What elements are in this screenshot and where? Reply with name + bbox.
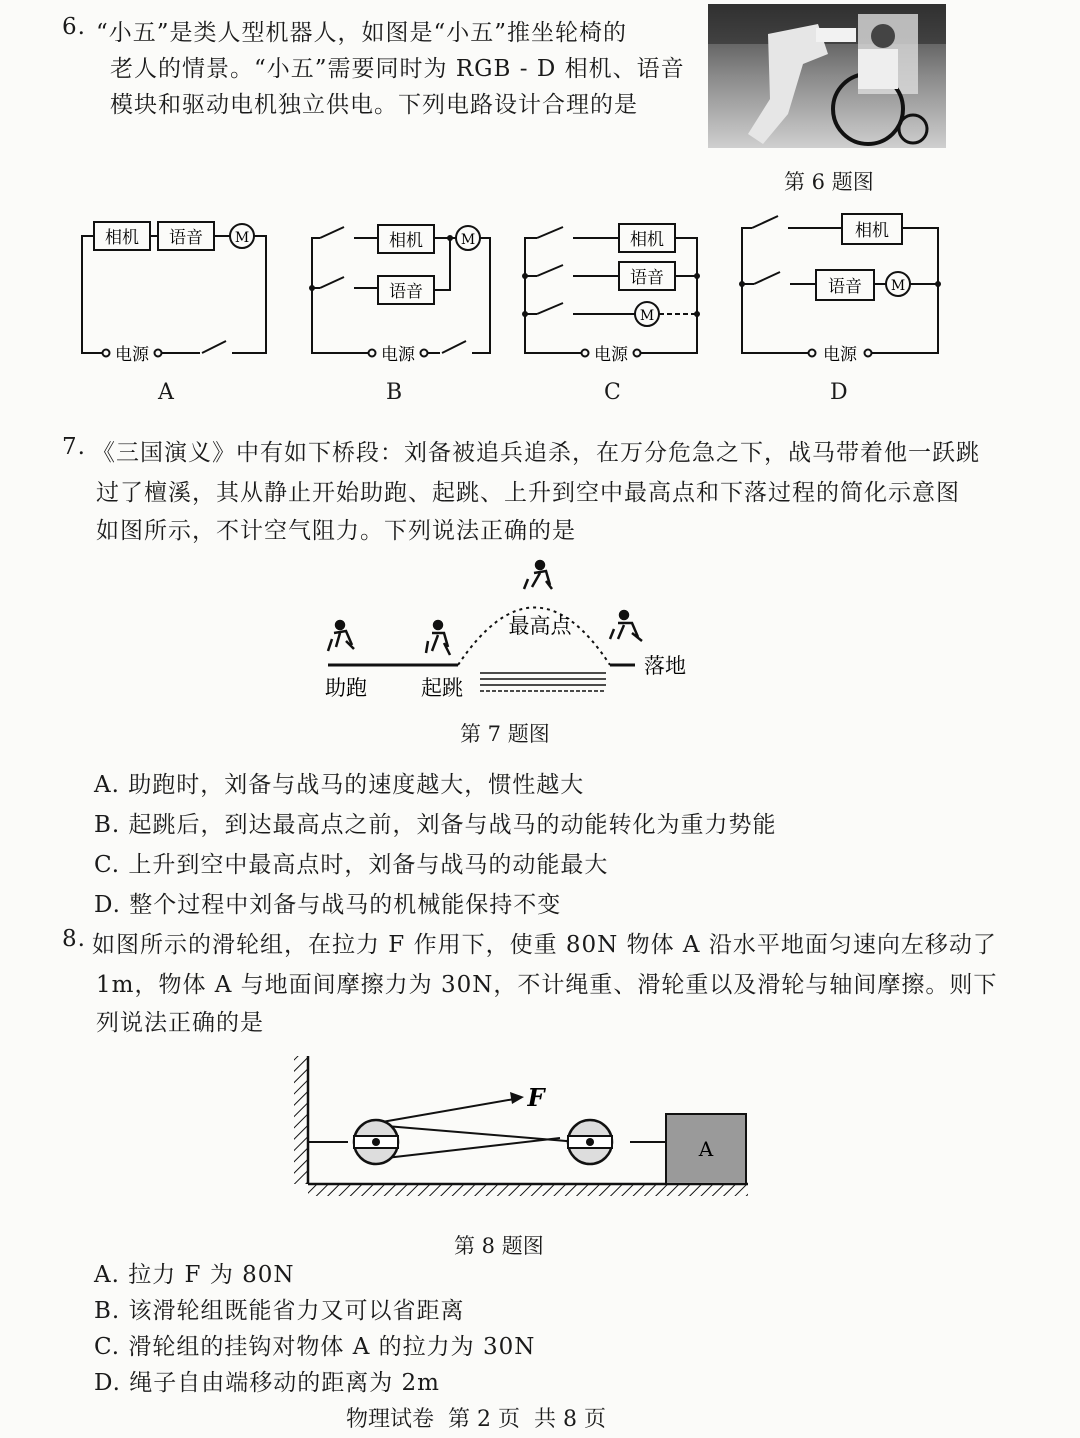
circuit-c-label: C (604, 380, 621, 405)
horse-rider-icon (426, 621, 450, 655)
label-jump: 起跳 (421, 676, 463, 700)
q8-choice-b: B. 该滑轮组既能省力又可以省距离 (94, 1298, 465, 1324)
circuit-c-power: 电源 (594, 345, 628, 365)
circuit-d-label: D (830, 380, 848, 405)
horse-rider-icon (328, 621, 354, 651)
force-label: F (527, 1083, 545, 1112)
q7-line-2: 过了檀溪，其从静止开始助跑、起跳、上升到空中最高点和下落过程的简化示意图 (96, 480, 960, 506)
horse-rider-icon (524, 561, 552, 589)
q8-line-1: 如图所示的滑轮组，在拉力 F 作用下，使重 80N 物体 A 沿水平地面匀速向左移动了 (92, 932, 997, 958)
q7-figure-caption: 第 7 题图 (460, 722, 550, 746)
q8-choice-a: A. 拉力 F 为 80N (94, 1262, 295, 1288)
q6-line-1: “小五”是类人型机器人，如图是“小五”推坐轮椅的 (96, 20, 628, 46)
circuit-c-motor-icon: M (639, 308, 655, 324)
q8-line-2: 1m，物体 A 与地面间摩擦力为 30N，不计绳重、滑轮重以及滑轮与轴间摩擦。则下 (96, 972, 998, 998)
q6-figure-caption: 第 6 题图 (784, 170, 874, 194)
label-top: 最高点 (508, 614, 572, 638)
force-arrow (510, 1092, 524, 1104)
q8-choice-c: C. 滑轮组的挂钩对物体 A 的拉力为 30N (94, 1334, 536, 1360)
q7-choice-c: C. 上升到空中最高点时，刘备与战马的动能最大 (94, 852, 609, 878)
pulley-diagram (290, 1052, 760, 1202)
q7-choice-b: B. 起跳后，到达最高点之前，刘备与战马的动能转化为重力势能 (94, 812, 777, 838)
circuit-b-label: B (386, 380, 403, 405)
q8-number: 8. (62, 926, 86, 952)
circuit-b-camera: 相机 (389, 231, 423, 251)
wall (294, 1056, 308, 1184)
q8-figure-caption: 第 8 题图 (454, 1234, 544, 1258)
circuit-a-camera: 相机 (105, 228, 139, 248)
q6-number: 6. (62, 14, 86, 40)
horse-rider-icon (610, 611, 642, 641)
horse-jump-diagram (310, 555, 710, 705)
q8-choice-d: D. 绳子自由端移动的距离为 2m (94, 1370, 440, 1396)
ground (308, 1184, 748, 1196)
circuit-c-voice: 语音 (630, 268, 664, 288)
circuit-d-camera: 相机 (855, 221, 889, 241)
circuit-a-power: 电源 (115, 345, 149, 365)
circuit-b (300, 210, 510, 370)
q8-line-3: 列说法正确的是 (96, 1010, 264, 1036)
label-run: 助跑 (325, 676, 367, 700)
q7-choice-d: D. 整个过程中刘备与战马的机械能保持不变 (94, 892, 562, 918)
circuit-a-motor-icon: M (234, 230, 250, 246)
circuit-d-power: 电源 (823, 345, 857, 365)
circuit-a-label: A (158, 380, 174, 405)
q6-line-2: 老人的情景。“小五”需要同时为 RGB - D 相机、语音 (110, 56, 685, 82)
circuit-a-voice: 语音 (169, 228, 203, 248)
q7-choice-a: A. 助跑时，刘备与战马的速度越大，惯性越大 (94, 772, 585, 798)
q7-number: 7. (62, 434, 86, 460)
circuit-d-voice: 语音 (828, 277, 862, 297)
circuit-d-motor-icon: M (890, 278, 906, 294)
circuit-a (70, 210, 280, 370)
circuit-b-voice: 语音 (389, 282, 423, 302)
circuit-b-power: 电源 (381, 345, 415, 365)
circuit-c (515, 210, 725, 370)
label-land: 落地 (644, 654, 686, 678)
robot-wheelchair-photo (708, 4, 946, 148)
circuit-c-camera: 相机 (630, 230, 664, 250)
movable-pulley (568, 1120, 612, 1164)
circuit-d (730, 206, 950, 370)
circuit-b-motor-icon: M (460, 232, 476, 248)
q7-line-1: 《三国演义》中有如下桥段：刘备被追兵追杀，在万分危急之下，战马带着他一跃跳 (92, 440, 980, 466)
q7-line-3: 如图所示，不计空气阻力。下列说法正确的是 (96, 518, 576, 544)
q6-line-3: 模块和驱动电机独立供电。下列电路设计合理的是 (110, 92, 638, 118)
fixed-pulley (354, 1120, 398, 1164)
page-footer: 物理试卷 第 2 页 共 8 页 (346, 1407, 606, 1432)
block-a-label: A (698, 1137, 714, 1161)
